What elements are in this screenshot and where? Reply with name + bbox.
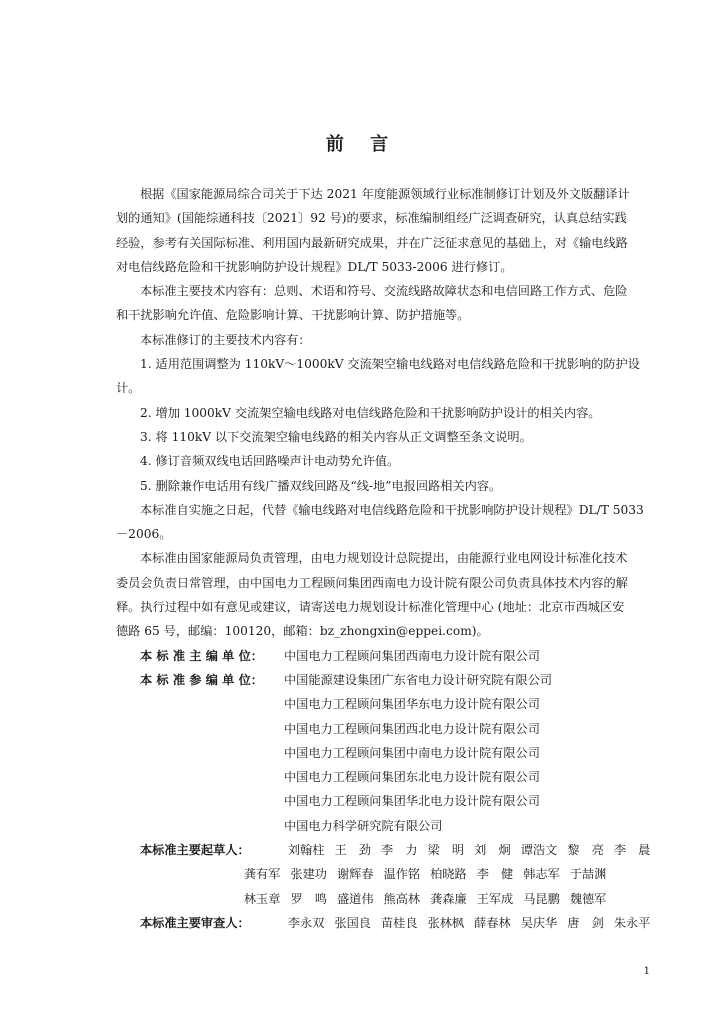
person-name: 李永双 bbox=[287, 915, 325, 930]
text-line: 对电信线路危险和干扰影响防护设计规程》DL/T 5033-2006 进行修订。 bbox=[116, 259, 513, 274]
co-unit-row bbox=[116, 741, 650, 765]
list-item: 3. 将 110kV 以下交流架空输电线路的相关内容从正文调整至条文说明。 bbox=[140, 429, 532, 444]
text-line: 德路 65 号，邮编：100120，邮箱：bz_zhongxin@eppei.com)。 bbox=[116, 624, 489, 639]
text-line: 本标准由国家能源局负责管理，由电力规划设计总院提出，由能源行业电网设计标准化技术 bbox=[140, 551, 628, 566]
co-unit: 中国电力工程顾问集团东北电力设计院有限公司 bbox=[284, 770, 540, 785]
text-line: －2006。 bbox=[116, 527, 172, 542]
co-unit: 中国电力科学研究院有限公司 bbox=[284, 818, 443, 833]
drafters-row bbox=[116, 862, 650, 886]
person-name: 黎 亮 bbox=[567, 843, 604, 858]
person-name: 梁 明 bbox=[427, 843, 465, 858]
person-name: 熊高林 bbox=[383, 891, 421, 906]
person-name: 龚森廉 bbox=[430, 891, 467, 906]
text-line: 经验，参考有关国际标准、利用国内最新研究成果，并在广泛征求意见的基础上，对《输电线路 bbox=[116, 235, 628, 250]
person-name: 谭浩文 bbox=[520, 843, 558, 858]
person-name: 龚有军 bbox=[243, 867, 281, 882]
text-line: 和干扰影响允许值、危险影响计算、干扰影响计算、防护措施等。 bbox=[116, 308, 470, 323]
text-line: 划的通知》(国能综通科技〔2021〕92 号)的要求，标准编制组经广泛调查研究，认真总结实践 bbox=[116, 211, 627, 226]
person-name: 苗桂良 bbox=[381, 915, 418, 930]
co-unit: 中国电力工程顾问集团西北电力设计院有限公司 bbox=[284, 721, 540, 736]
person-name: 朱永平 bbox=[613, 915, 651, 930]
person-name: 柏晓路 bbox=[430, 867, 467, 882]
co-unit: 中国电力工程顾问集团中南电力设计院有限公司 bbox=[284, 745, 540, 760]
person-name: 刘 炯 bbox=[474, 843, 511, 858]
person-name: 李 健 bbox=[476, 867, 514, 882]
chief-unit-label: 本 标 准 主 编 单 位： bbox=[140, 648, 263, 663]
person-name: 罗 鸣 bbox=[290, 891, 327, 906]
page-number: 1 bbox=[643, 966, 650, 977]
person-name: 王军成 bbox=[476, 891, 514, 906]
co-unit-row bbox=[116, 717, 650, 741]
person-name: 李 力 bbox=[381, 843, 418, 858]
person-name: 张建功 bbox=[290, 867, 327, 882]
co-unit-label: 本 标 准 参 编 单 位： bbox=[140, 672, 263, 687]
co-unit: 中国电力工程顾问集团华北电力设计院有限公司 bbox=[284, 794, 540, 809]
person-name: 谢辉春 bbox=[337, 867, 374, 882]
person-name: 吴庆华 bbox=[520, 915, 558, 930]
person-name: 李 晨 bbox=[613, 843, 651, 858]
co-unit: 中国能源建设集团广东省电力设计研究院有限公司 bbox=[284, 672, 553, 687]
document-body bbox=[116, 182, 650, 935]
person-name: 温作铭 bbox=[383, 867, 421, 882]
person-name: 张林枫 bbox=[427, 915, 465, 930]
text-line: 根据《国家能源局综合司关于下达 2021 年度能源领域行业标准制修订计划及外文版翻译计 bbox=[140, 187, 630, 201]
page-title: 前 言 bbox=[325, 134, 399, 155]
drafters-row bbox=[116, 887, 650, 911]
person-name: 于喆渊 bbox=[569, 867, 607, 882]
person-name: 王 劲 bbox=[334, 843, 371, 858]
text-line: 本标准自实施之日起，代替《输电线路对电信线路危险和干扰影响防护设计规程》DL/T 5033 bbox=[140, 502, 644, 517]
co-unit-row bbox=[116, 789, 650, 813]
reviewers-row bbox=[116, 911, 650, 935]
co-unit-row bbox=[116, 692, 650, 716]
paragraph bbox=[116, 279, 650, 328]
person-name: 魏德军 bbox=[569, 891, 607, 906]
person-name: 薛春林 bbox=[474, 915, 511, 930]
chief-unit-row bbox=[116, 644, 650, 668]
list-item: 5. 删除兼作电话用有线广播双线回路及“线-地”电报回路相关内容。 bbox=[140, 478, 502, 493]
chief-unit: 中国电力工程顾问集团西南电力设计院有限公司 bbox=[284, 648, 540, 663]
paragraph bbox=[116, 498, 650, 547]
text-line: 释。执行过程中如有意见或建议，请寄送电力规划设计标准化管理中心 (地址：北京市西城区安 bbox=[116, 600, 625, 615]
paragraph bbox=[116, 546, 650, 643]
text-line: 委员会负责日常管理，由中国电力工程顾问集团西南电力设计院有限公司负责具体技术内容的解 bbox=[116, 575, 628, 590]
person-name: 张国良 bbox=[334, 915, 371, 930]
text-line: 计。 bbox=[116, 381, 141, 396]
text-line: 本标准修订的主要技术内容有： bbox=[140, 332, 311, 347]
drafters-row bbox=[116, 838, 650, 862]
person-name: 马昆鹏 bbox=[523, 891, 560, 906]
drafters-label: 本标准主要起草人： bbox=[140, 843, 250, 858]
paragraph bbox=[116, 328, 650, 352]
co-unit: 中国电力工程顾问集团华东电力设计院有限公司 bbox=[284, 697, 540, 712]
person-name: 唐 剑 bbox=[567, 915, 604, 930]
person-name: 韩志军 bbox=[523, 867, 560, 882]
reviewers-label: 本标准主要审查人： bbox=[140, 915, 250, 930]
paragraph bbox=[116, 182, 650, 279]
text-line: 本标准主要技术内容有：总则、术语和符号、交流线路故障状态和电信回路工作方式、危险 bbox=[140, 284, 628, 299]
co-unit-row bbox=[116, 668, 650, 692]
person-name: 盛道伟 bbox=[337, 891, 374, 906]
co-unit-row bbox=[116, 765, 650, 789]
co-unit-row bbox=[116, 814, 650, 838]
list-item: 4. 修订音频双线电话回路噪声计电动势允许值。 bbox=[140, 454, 400, 469]
person-name: 林玉章 bbox=[243, 891, 281, 906]
text-line: 1. 适用范围调整为 110kV～1000kV 交流架空输电线路对电信线路危险和干扰影响的防护设 bbox=[140, 357, 640, 372]
list-item bbox=[116, 352, 650, 401]
person-name: 刘翰柱 bbox=[287, 843, 325, 858]
list-item: 2. 增加 1000kV 交流架空输电线路对电信线路危险和干扰影响防护设计的相关内容。 bbox=[140, 405, 601, 420]
